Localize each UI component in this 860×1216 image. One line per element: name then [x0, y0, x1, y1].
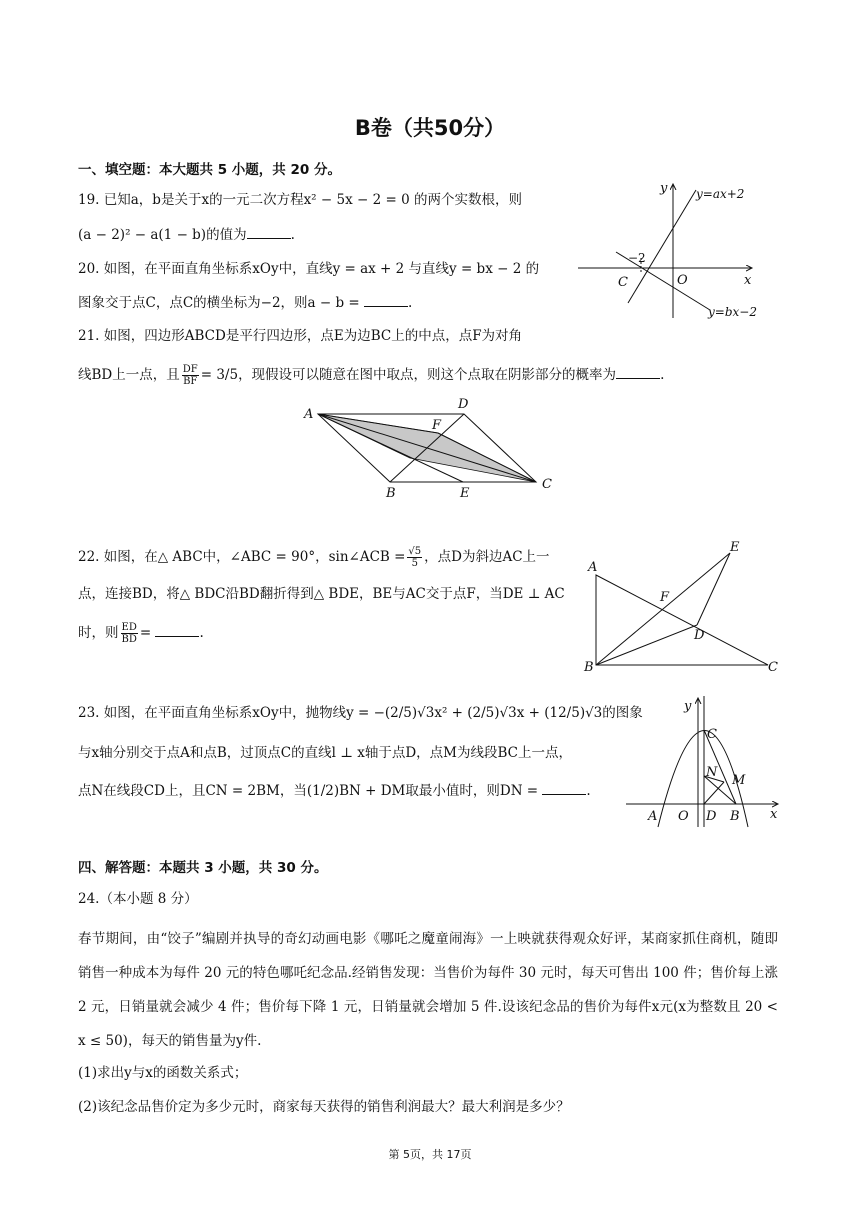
label-a: A — [588, 560, 598, 575]
answer-blank — [542, 782, 586, 795]
section-heading-answer: 四、解答题：本题共 3 小题，共 30 分。 — [78, 860, 328, 876]
segment-de — [697, 553, 730, 625]
section-heading-fill-in: 一、填空题：本大题共 5 小题，共 20 分。 — [78, 162, 341, 178]
label-neg2: −2 — [628, 251, 646, 265]
q21-frac-val: = 3/5 — [200, 367, 239, 383]
q22-ratio-den: BD — [121, 634, 137, 645]
figure-q20-graph — [570, 178, 770, 323]
label-y: y — [684, 699, 692, 714]
label-n: N — [706, 765, 718, 780]
figure-q21-parallelogram — [300, 393, 565, 503]
segment-bd — [596, 625, 697, 665]
q20-line1: 20. 如图，在平面直角坐标系xOy中，直线y = ax + 2 与直线y = bx − 2 的 — [78, 261, 540, 277]
label-d: D — [694, 628, 705, 643]
q22-sin-num: √5 — [408, 546, 422, 557]
label-d: D — [706, 809, 717, 824]
q22-line3-post: = — [139, 625, 152, 641]
q23-line2: 与x轴分别交于点A和点B，过顶点C的直线l ⊥ x轴于点D，点M为线段BC上一点， — [78, 745, 572, 761]
q22-sin-fraction — [407, 546, 422, 569]
label-e: E — [730, 540, 740, 555]
q21-line1: 21. 如图，四边形ABCD是平行四边形，点E为边BC上的中点，点F为对角 — [78, 328, 523, 344]
label-b: B — [584, 660, 594, 675]
q24-part1: (1)求出y与x的函数关系式； — [78, 1065, 248, 1081]
label-d: D — [458, 397, 469, 412]
figure-q23-parabola — [620, 692, 785, 832]
q24-title: 24.（本小题 8 分） — [78, 891, 198, 907]
answer-blank — [155, 624, 199, 637]
segment-be — [596, 553, 730, 665]
label-f: F — [660, 590, 670, 605]
label-x: x — [744, 273, 752, 288]
q21-line2: 线BD上一点，且 $\frac{DF}{BF}$ = 3/5，现假设可以随意在图中取点，则这个点取在阴影部分的概率为 . — [78, 364, 665, 387]
answer-blank — [364, 294, 408, 307]
q23-line1: 23. 如图，在平面直角坐标系xOy中，抛物线y = −(2/5)√3x² + (2/5)√3x + (12/5)√3的图象 — [78, 705, 643, 721]
q19-line2-text: (a − 2)² − a(1 − b)的值为 — [78, 227, 247, 243]
q22-ratio-fraction — [121, 622, 138, 645]
q20-line2: 图象交于点C，点C的横坐标为−2，则a − b = . — [78, 295, 413, 311]
q21-fraction — [182, 364, 199, 387]
label-m: M — [732, 773, 746, 788]
q22-line3: 时，则 $\frac{ED}{BD}$ = . — [78, 622, 204, 645]
label-b: B — [386, 486, 396, 501]
q22-line3-pre: 时，则 — [78, 625, 119, 641]
label-c: C — [542, 477, 552, 492]
label-b: B — [730, 809, 740, 824]
label-f: F — [432, 418, 442, 433]
label-line1: y=ax+2 — [696, 187, 745, 201]
label-c: C — [707, 727, 717, 742]
q22-ratio-num: ED — [121, 622, 137, 633]
q24-paragraph: 春节期间，由“饺子”编剧并执导的奇幻动画电影《哪吒之魔童闹海》一上映就获得观众好评，某商家抓住商机，随即销售一种成本为每件 20 元的特色哪吒纪念品.经销售发现：当售价为每件 30 元时，每天可售出 100 件；售价每上涨 2 元，日销量就会减少 4 件；售价每下降 1 元，日销量就会增加 5 件.设该纪念品的售价为每件x元(x为整数且 20 < x ≤ 50)，每天的销售量为y件. — [78, 931, 778, 1049]
label-o: O — [678, 809, 689, 824]
page-footer: 第 5页，共 17页 — [388, 1148, 472, 1161]
figure-q22-triangle — [580, 535, 785, 680]
page-title: B卷（共50分） — [354, 116, 506, 140]
label-a: A — [648, 809, 658, 824]
triangle-abc — [596, 575, 768, 665]
answer-blank — [616, 366, 660, 379]
q23-line3: 点N在线段CD上，且CN = 2BM，当(1/2)BN + DM取最小值时，则DN = . — [78, 783, 591, 799]
label-o: O — [677, 273, 688, 288]
label-c: C — [768, 660, 778, 675]
q21-frac-den: BF — [183, 376, 198, 387]
q21-line2-post: ，现假设可以随意在图中取点，则这个点取在阴影部分的概率为 — [238, 367, 617, 383]
label-line2: y=bx−2 — [708, 305, 757, 319]
q21-frac-num: DF — [182, 364, 198, 375]
q22-line2: 点，连接BD，将△ BDC沿BD翻折得到△ BDE，BE与AC交于点F，当DE ⊥ AC — [78, 586, 565, 602]
q22-line1 — [78, 546, 550, 569]
answer-blank — [247, 226, 291, 239]
q19-line2: (a − 2)² − a(1 − b)的值为 . — [78, 227, 295, 243]
label-a: A — [304, 407, 314, 422]
q21-line2-pre: 线BD上一点，且 — [78, 367, 180, 383]
q23-line3-text: 点N在线段CD上，且CN = 2BM，当(1/2)BN + DM取最小值时，则DN = — [78, 783, 539, 799]
q22-sin-den: 5 — [411, 558, 418, 569]
label-c: C — [618, 275, 628, 290]
q22-line1-post: ，点D为斜边AC上一 — [424, 549, 550, 565]
q20-line2-text: 图象交于点C，点C的横坐标为−2，则a − b = — [78, 295, 360, 311]
q22-line1-pre: 22. 如图，在△ ABC中，∠ABC = 90°，sin∠ACB = — [78, 549, 406, 565]
label-x: x — [770, 807, 778, 822]
label-e: E — [460, 486, 470, 501]
q19-line1: 19. 已知a，b是关于x的一元二次方程x² − 5x − 2 = 0 的两个实数根，则 — [78, 192, 522, 208]
q24-part2: (2)该纪念品售价定为多少元时，商家每天获得的销售利润最大？最大利润是多少？ — [78, 1099, 570, 1115]
label-y: y — [660, 181, 668, 196]
